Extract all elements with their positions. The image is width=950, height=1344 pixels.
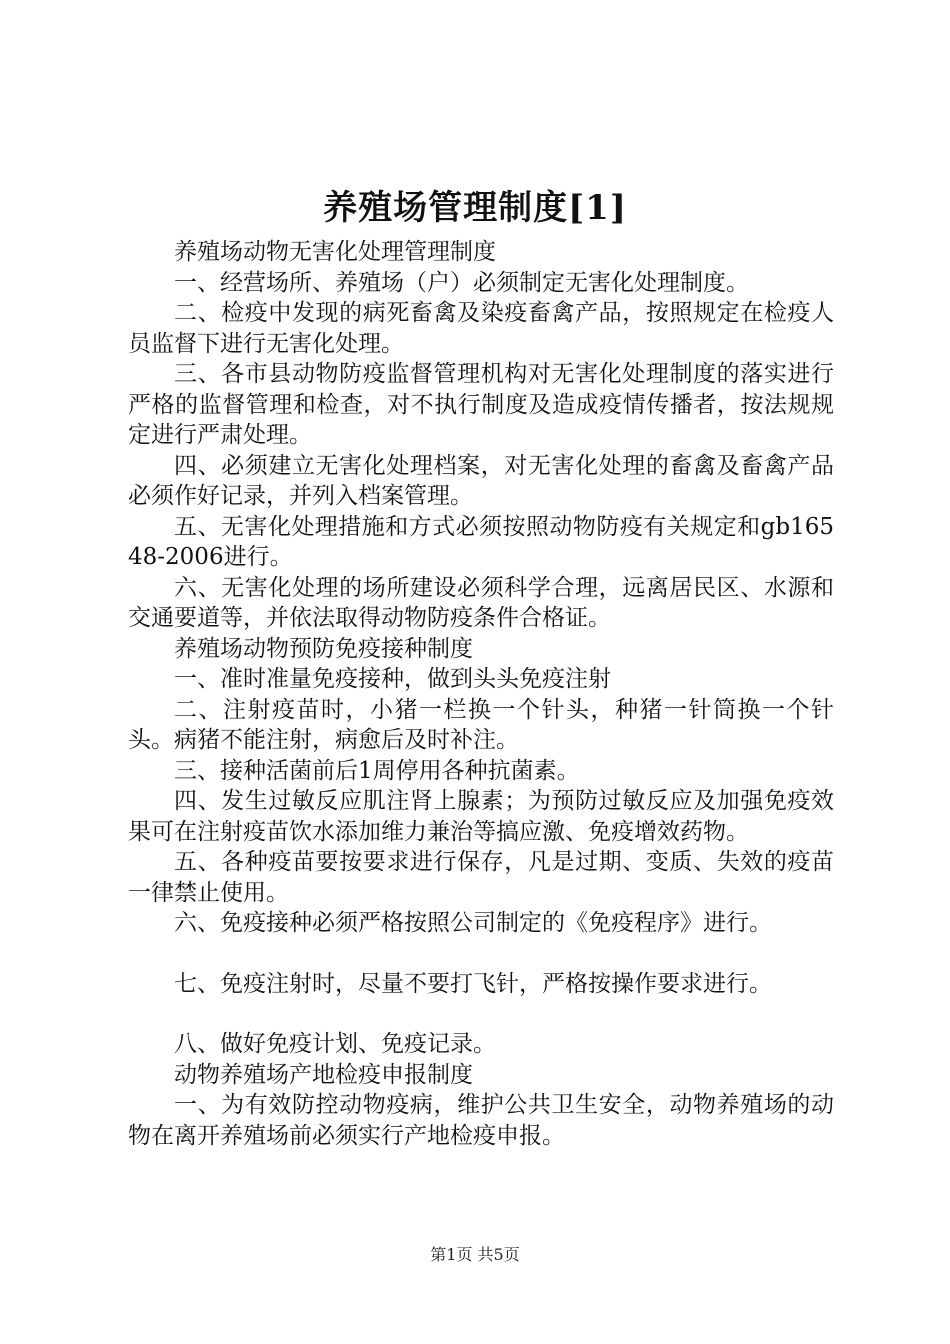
paragraph: 三、接种活菌前后1周停用各种抗菌素。 (174, 757, 580, 784)
document-body (128, 237, 834, 1151)
page-number-footer: 第1页 共5页 (430, 1245, 520, 1264)
paragraph: 五、各种疫苗要按要求进行保存，凡是过期、变质、失效的疫苗一律禁止使用。 (128, 849, 834, 906)
paragraph: 六、免疫接种必须严格按照公司制定的《免疫程序》进行。 (174, 910, 772, 936)
section-heading-quarantine-declaration: 动物养殖场产地检疫申报制度 (174, 1061, 473, 1088)
paragraph: 一、为有效防控动物疫病，维护公共卫生安全，动物养殖场的动物在离开养殖场前必须实行产地检疫申报。 (128, 1092, 834, 1149)
paragraph: 一、准时准量免疫接种，做到头头免疫注射 (174, 666, 611, 692)
paragraph: 四、发生过敏反应肌注肾上腺素；为预防过敏反应及加强免疫效果可在注射疫苗饮水添加维力兼治等搞应激、免疫增效药物。 (128, 788, 834, 845)
paragraph: 五、无害化处理措施和方式必须按照动物防疫有关规定和gb16548-2006进行。 (128, 513, 834, 570)
paragraph: 二、注射疫苗时，小猪一栏换一个针头，种猪一针筒换一个针头。病猪不能注射，病愈后及时补注。 (128, 696, 834, 753)
section-heading-immunization: 养殖场动物预防免疫接种制度 (174, 635, 473, 662)
paragraph: 四、必须建立无害化处理档案，对无害化处理的畜禽及畜禽产品必须作好记录，并列入档案管理。 (128, 452, 834, 509)
paragraph: 七、免疫注射时，尽量不要打飞针，严格按操作要求进行。 (174, 970, 772, 997)
paragraph: 二、检疫中发现的病死畜禽及染疫畜禽产品，按照规定在检疫人员监督下进行无害化处理。 (128, 300, 834, 357)
document-title: 养殖场管理制度[1] (323, 188, 627, 228)
paragraph: 三、各市县动物防疫监督管理机构对无害化处理制度的落实进行严格的监督管理和检查，对不执行制度及造成疫情传播者，按法规规定进行严肃处理。 (128, 361, 834, 448)
section-heading-harmless-treatment: 养殖场动物无害化处理管理制度 (174, 239, 496, 265)
paragraph: 一、经营场所、养殖场（户）必须制定无害化处理制度。 (174, 269, 749, 296)
paragraph: 八、做好免疫计划、免疫记录。 (174, 1031, 496, 1057)
paragraph: 六、无害化处理的场所建设必须科学合理，远离居民区、水源和交通要道等，并依法取得动物防疫条件合格证。 (128, 574, 834, 631)
